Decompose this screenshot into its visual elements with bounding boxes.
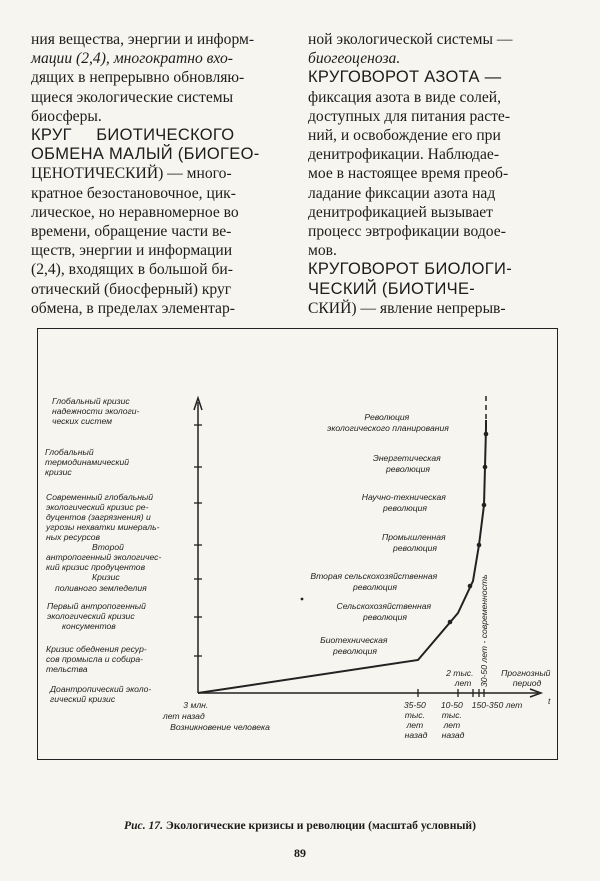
time-tick-label: 150-350 лет [471, 700, 523, 710]
text-line: биосферы. [31, 107, 102, 125]
text-line: ний, и освобождение его при [308, 127, 501, 145]
revolution-label: Революция экологического планирования [327, 412, 449, 433]
revolution-label: Промышленная революция [382, 532, 446, 553]
text-line: (2,4), входящих в большой би- [31, 261, 233, 279]
text-line: мов. [308, 242, 337, 260]
text-line: времени, обращение части ве- [31, 223, 232, 241]
revolution-label: Биотехническая революция [320, 635, 388, 656]
text-line: денитрофикации. Наблюдае- [308, 146, 500, 164]
figure-caption [0, 819, 600, 832]
time-tick-label: 2 тыс. лет [446, 668, 474, 688]
text-line: доступных для питания расте- [308, 107, 511, 125]
text-line: ществ, энергии и информации [31, 242, 233, 260]
term-heading: ЧЕСКИЙ (БИОТИЧЕ- [308, 279, 476, 298]
term-heading: ОБМЕНА МАЛЫЙ (БИОГЕО- [31, 145, 260, 164]
revolution-point [477, 543, 482, 548]
text-line: фиксация азота в виде солей, [308, 88, 502, 106]
revolution-label: Сельскохозяйственная революция [336, 601, 432, 622]
text-line: денитрофикацией вызывает [308, 203, 494, 221]
term-heading: КРУГОВОРОТ БИОЛОГИ- [308, 260, 512, 279]
text-line: ладание фиксации азота над [308, 184, 496, 202]
crisis-label: Доантропический эколо- гический кризис [50, 684, 152, 704]
text-line: отический (биосферный) круг [31, 280, 232, 298]
text-line: обмена, в пределах элементар- [31, 299, 235, 317]
time-tick-label: 35-50 тыс. лет назад [403, 700, 428, 740]
forecast-period-label: Прогнозный период [501, 668, 551, 688]
revolution-point [484, 432, 489, 437]
text-line: кратное безостановочное, цик- [31, 184, 236, 202]
text-line: ЦЕНОТИЧЕСКИЙ) — много- [31, 165, 232, 183]
text-line: биогеоценоза. [308, 50, 401, 68]
crisis-label: Первый антропогенный экологический кризис консументов [47, 601, 146, 631]
crisis-label: Кризис поливного земледелия [55, 572, 147, 593]
text-line: процесс эвтрофикации водое- [308, 223, 506, 241]
time-tick-label: 10-50 тыс. лет назад [440, 700, 465, 740]
crisis-label: Глобальный термодинамический кризис [45, 447, 130, 477]
text-line: ной экологической системы — [308, 31, 513, 48]
text-line: СКИЙ) — явление непрерыв- [308, 299, 506, 317]
revolution-point [448, 620, 453, 625]
revolution-label: Вторая сельскохозяйственная революция [310, 571, 438, 592]
revolution-label: Энергетическая революция [372, 453, 441, 474]
text-line: мое в настоящее время преоб- [308, 165, 509, 183]
crisis-label: Второй антропогенный экологичес- кий кризис продуцентов [46, 542, 162, 572]
crisis-label: Современный глобальный экологический кризис ре- дуцентов (загрязнения) и угрозы нехватки минераль- ных ресурсов [46, 492, 160, 542]
stray-mark [301, 598, 304, 601]
term-heading: КРУГОВОРОТ АЗОТА — [308, 68, 502, 87]
text-line: лическое, но неравномерное во [31, 203, 239, 221]
page-number: 89 [294, 846, 306, 860]
text-line: мации (2,4), многократно вхо- [31, 50, 233, 68]
crisis-label: Кризис обеднения ресур- сов промысла и собира- тельства [46, 644, 147, 674]
time-start-label: 3 млн. лет назад Возникновение человека [162, 700, 270, 732]
revolution-point [483, 465, 488, 470]
crisis-label: Глобальный кризис надежности экологи- ческих систем [52, 396, 140, 426]
text-line: дящих в непрерывно обновляю- [31, 69, 245, 87]
time-axis-label: t [548, 696, 551, 706]
text-line: ния вещества, энергии и информ- [31, 31, 255, 48]
caption-text: Экологические кризисы и революции (масштаб условный) [165, 819, 476, 832]
term-heading: КРУГ БИОТИЧЕСКОГО [31, 126, 235, 145]
modernity-vertical-label: 30-50 лет - современность [479, 574, 489, 687]
text-line: щиеся экологические системы [31, 88, 234, 106]
revolution-point [468, 584, 473, 589]
revolution-label: Научно-техническая революция [361, 492, 446, 513]
caption-number: Рис. 17. [124, 819, 163, 832]
revolution-point [482, 503, 487, 508]
